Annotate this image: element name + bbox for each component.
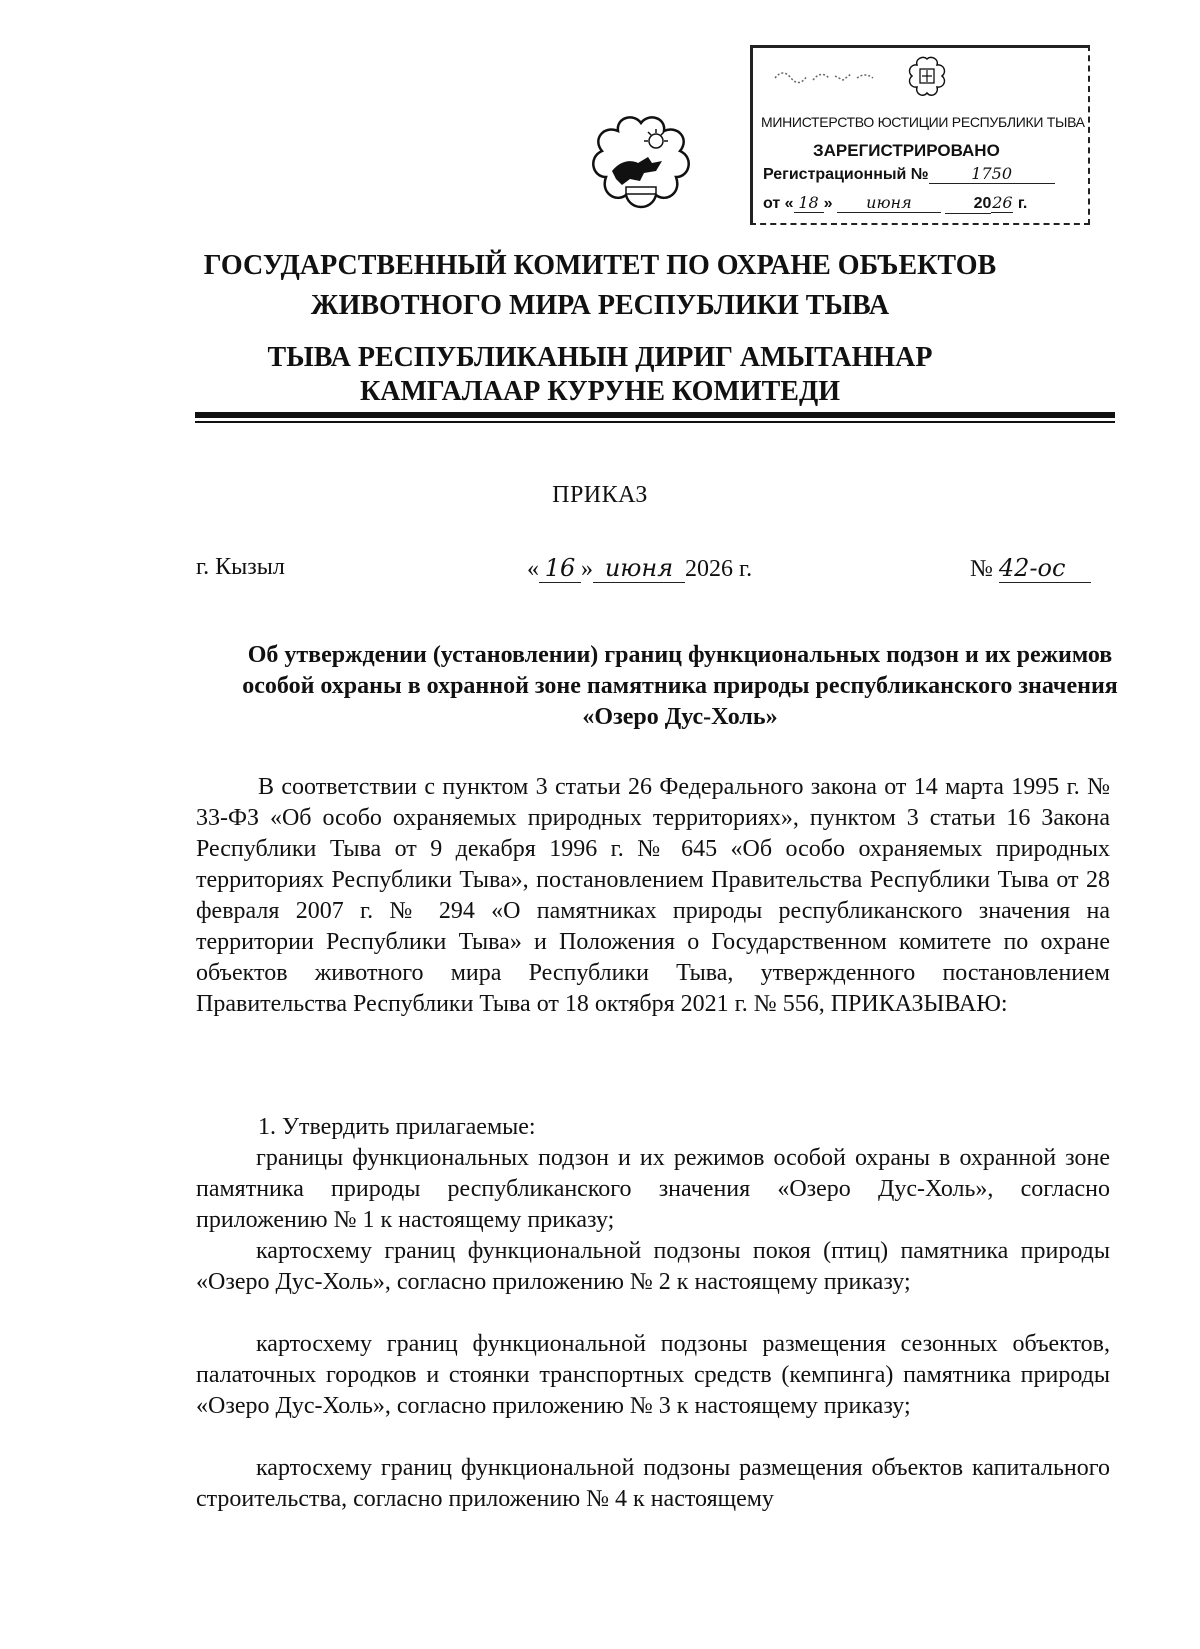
stamp-ministry-name: МИНИСТЕРСТВО ЮСТИЦИИ РЕСПУБЛИКИ ТЫВА bbox=[761, 114, 1085, 130]
stamp-date-line bbox=[763, 193, 1089, 214]
date-year: 2026 г. bbox=[685, 556, 753, 582]
stamp-registration-line bbox=[763, 164, 1055, 184]
tuva-emblem-icon bbox=[586, 115, 696, 215]
stamp-date-prefix: от « bbox=[763, 195, 794, 212]
stamp-reg-number: 1750 bbox=[929, 164, 1055, 184]
document-type: ПРИКАЗ bbox=[552, 482, 648, 508]
number-value: 42-ос bbox=[999, 554, 1091, 583]
item-1b-paragraph: картосхему границ функциональной подзоны покоя (птиц) памятника природы «Озеро Дус-Холь», согласно приложению № 2 к настоящему приказу; bbox=[196, 1238, 1110, 1295]
item-1-title: 1. Утвердить прилагаемые: bbox=[258, 1114, 536, 1140]
org-name-tyv-line2: КАМГАЛААР КУРУНЕ КОМИТЕДИ bbox=[359, 376, 841, 407]
stamp-date-month: июня bbox=[837, 193, 941, 213]
ministry-emblem-icon bbox=[906, 56, 948, 98]
stamp-date-day: 18 bbox=[794, 193, 824, 213]
document-subject: Об утверждении (установлении) границ функциональных подзон и их режимов особой охраны в охранной зоне памятника природы республиканского значения «Озеро Дус-Холь» bbox=[242, 642, 1118, 730]
stamp-date-year-prefix: 20 bbox=[945, 195, 991, 214]
item-1d-paragraph: картосхему границ функциональной подзоны размещения объектов капитального строительства, согласно приложению № 4 к настоящему bbox=[196, 1455, 1110, 1512]
number-label: № bbox=[970, 556, 993, 582]
date-day: 16 bbox=[539, 554, 581, 583]
document-number bbox=[970, 554, 1091, 583]
item-1c-paragraph: картосхему границ функциональной подзоны размещения сезонных объектов, палаточных городков и стоянки транспортных средств (кемпинга) памятника природы «Озеро Дус-Холь», согласно приложению № 3 к настоящему приказу; bbox=[196, 1331, 1110, 1419]
stamp-scribble-icon bbox=[773, 66, 883, 88]
date-close-quote: » bbox=[581, 556, 593, 582]
item-1a-paragraph: границы функциональных подзон и их режимов особой охраны в охранной зоне памятника природы республиканского значения «Озеро Дус-Холь», согласно приложению № 1 к настоящему приказу; bbox=[196, 1145, 1110, 1233]
date-open-quote: « bbox=[527, 556, 539, 582]
stamp-date-mid: » bbox=[823, 195, 833, 212]
header-divider-thick bbox=[195, 412, 1115, 418]
org-name-tyv-line1: ТЫВА РЕСПУБЛИКАНЫН ДИРИГ АМЫТАННАР bbox=[267, 342, 933, 373]
preamble-paragraph: В соответствии с пунктом 3 статьи 26 Федерального закона от 14 марта 1995 г. № 33-ФЗ «Об особо охраняемых природных территориях», пунктом 3 статьи 16 Закона Республики Тыва от 9 декабря 1996 г. № 645 «Об особо охраняемых природных территориях Республики Тыва», постановлением Правительства Республики Тыва от 28 февраля 2007 г. № 294 «О памятниках природы республиканского значения на территории Республики Тыва» и Положения о Государственном комитете по охране объектов животного мира Республики Тыва, утвержденного постановлением Правительства Республики Тыва от 18 октября 2021 г. № 556, ПРИКАЗЫВАЮ: bbox=[196, 774, 1110, 1017]
document-city: г. Кызыл bbox=[196, 554, 285, 580]
stamp-date-year-suffix: 26 bbox=[992, 193, 1013, 212]
stamp-reg-label: Регистрационный № bbox=[763, 166, 929, 183]
stamp-date-end: г. bbox=[1017, 195, 1028, 212]
registration-stamp bbox=[750, 45, 1090, 225]
date-month: июня bbox=[593, 554, 685, 583]
header-divider-thin bbox=[195, 421, 1115, 423]
org-name-ru-line2: ЖИВОТНОГО МИРА РЕСПУБЛИКИ ТЫВА bbox=[310, 290, 890, 321]
document-date bbox=[527, 554, 752, 583]
org-name-ru-line1: ГОСУДАРСТВЕННЫЙ КОМИТЕТ ПО ОХРАНЕ ОБЪЕКТОВ bbox=[203, 250, 997, 281]
stamp-registered-label: ЗАРЕГИСТРИРОВАНО bbox=[813, 141, 1000, 160]
